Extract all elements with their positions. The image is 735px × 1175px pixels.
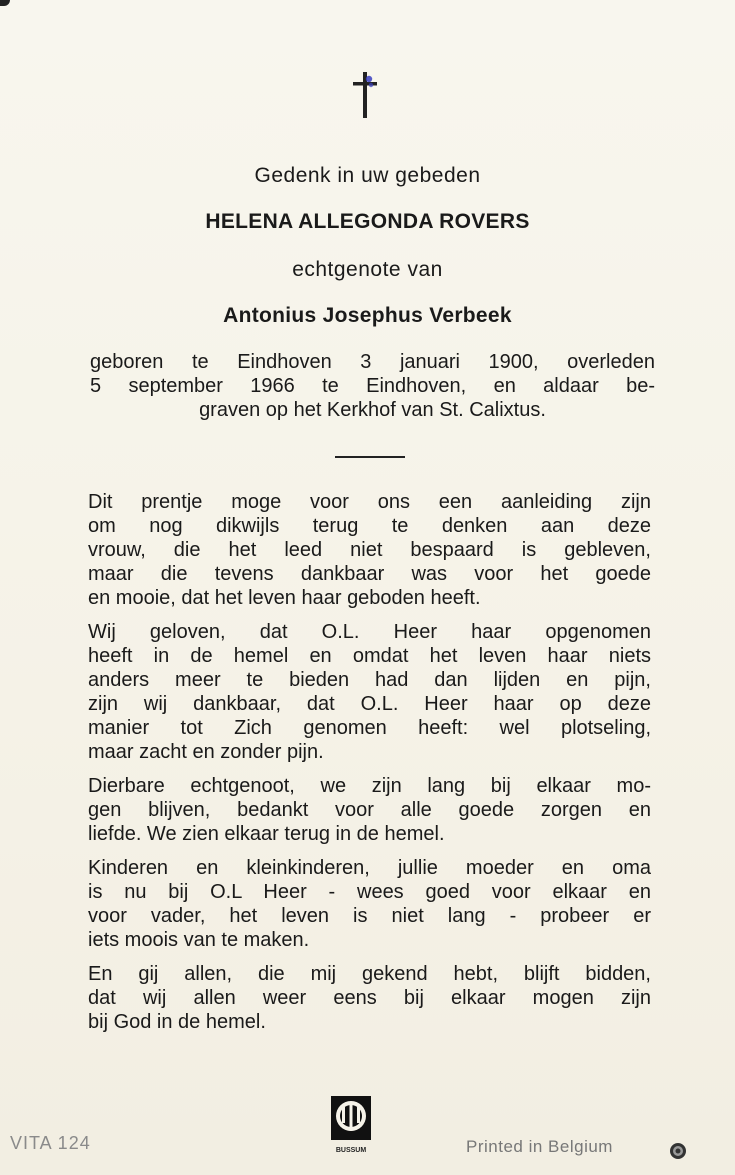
cross-icon bbox=[350, 70, 380, 120]
paragraph bbox=[88, 620, 651, 764]
spouse-name: Antonius Josephus Verbeek bbox=[223, 304, 512, 327]
text-line: voor vader, het leven is niet lang - probeer er bbox=[88, 905, 651, 927]
text-line: Wij geloven, dat O.L. Heer haar opgenomen bbox=[88, 621, 651, 643]
bio-line: geboren te Eindhoven 3 januari 1900, overleden bbox=[90, 351, 655, 373]
text-line: gen blijven, bedankt voor alle goede zorgen en bbox=[88, 799, 651, 821]
text-line: zijn wij dankbaar, dat O.L. Heer haar op deze bbox=[88, 693, 651, 715]
paragraph bbox=[88, 774, 651, 846]
text-line: dat wij allen weer eens bij elkaar mogen zijn bbox=[88, 987, 651, 1009]
bio-line: graven op het Kerkhof van St. Calixtus. bbox=[199, 399, 546, 421]
text-line: iets moois van te maken. bbox=[88, 929, 310, 951]
paragraph bbox=[88, 856, 651, 952]
text-line: is nu bij O.L Heer - wees goed voor elkaar en bbox=[88, 881, 651, 903]
body-text bbox=[88, 490, 651, 1044]
text-line: maar zacht en zonder pijn. bbox=[88, 741, 324, 763]
text-line: vrouw, die het leed niet bespaard is gebleven, bbox=[88, 539, 651, 561]
printer-place: BUSSUM bbox=[335, 1147, 367, 1154]
divider bbox=[335, 456, 405, 458]
corner-mark bbox=[0, 0, 10, 6]
bio-line: 5 september 1966 te Eindhoven, en aldaar be- bbox=[90, 375, 655, 397]
series-number: VITA 124 bbox=[10, 1133, 91, 1153]
seal-icon bbox=[669, 1142, 687, 1160]
text-line: Dit prentje moge voor ons een aanleiding zijn bbox=[88, 491, 651, 513]
printed-in: Printed in Belgium bbox=[466, 1137, 613, 1156]
text-line: heeft in de hemel en omdat het leven haar niets bbox=[88, 645, 651, 667]
text-line: anders meer te bieden had dan lijden en pijn, bbox=[88, 669, 651, 691]
text-line: manier tot Zich genomen heeft: wel plotseling, bbox=[88, 717, 651, 739]
paragraph bbox=[88, 962, 651, 1034]
publisher-logo-icon bbox=[329, 1094, 373, 1156]
deceased-name: HELENA ALLEGONDA ROVERS bbox=[205, 210, 530, 233]
relation-text: echtgenote van bbox=[292, 258, 443, 281]
text-line: liefde. We zien elkaar terug in de hemel. bbox=[88, 823, 445, 845]
text-line: en mooie, dat het leven haar geboden heeft. bbox=[88, 587, 481, 609]
text-line: En gij allen, die mij gekend hebt, blijft bidden, bbox=[88, 963, 651, 985]
text-line: Kinderen en kleinkinderen, jullie moeder en oma bbox=[88, 857, 651, 879]
heading: Gedenk in uw gebeden bbox=[254, 164, 481, 187]
text-line: Dierbare echtgenoot, we zijn lang bij elkaar mo- bbox=[88, 775, 651, 797]
text-line: maar die tevens dankbaar was voor het goede bbox=[88, 563, 651, 585]
paragraph bbox=[88, 490, 651, 610]
text-line: om nog dikwijls terug te denken aan deze bbox=[88, 515, 651, 537]
bio-block bbox=[90, 350, 655, 422]
text-line: bij God in de hemel. bbox=[88, 1011, 266, 1033]
